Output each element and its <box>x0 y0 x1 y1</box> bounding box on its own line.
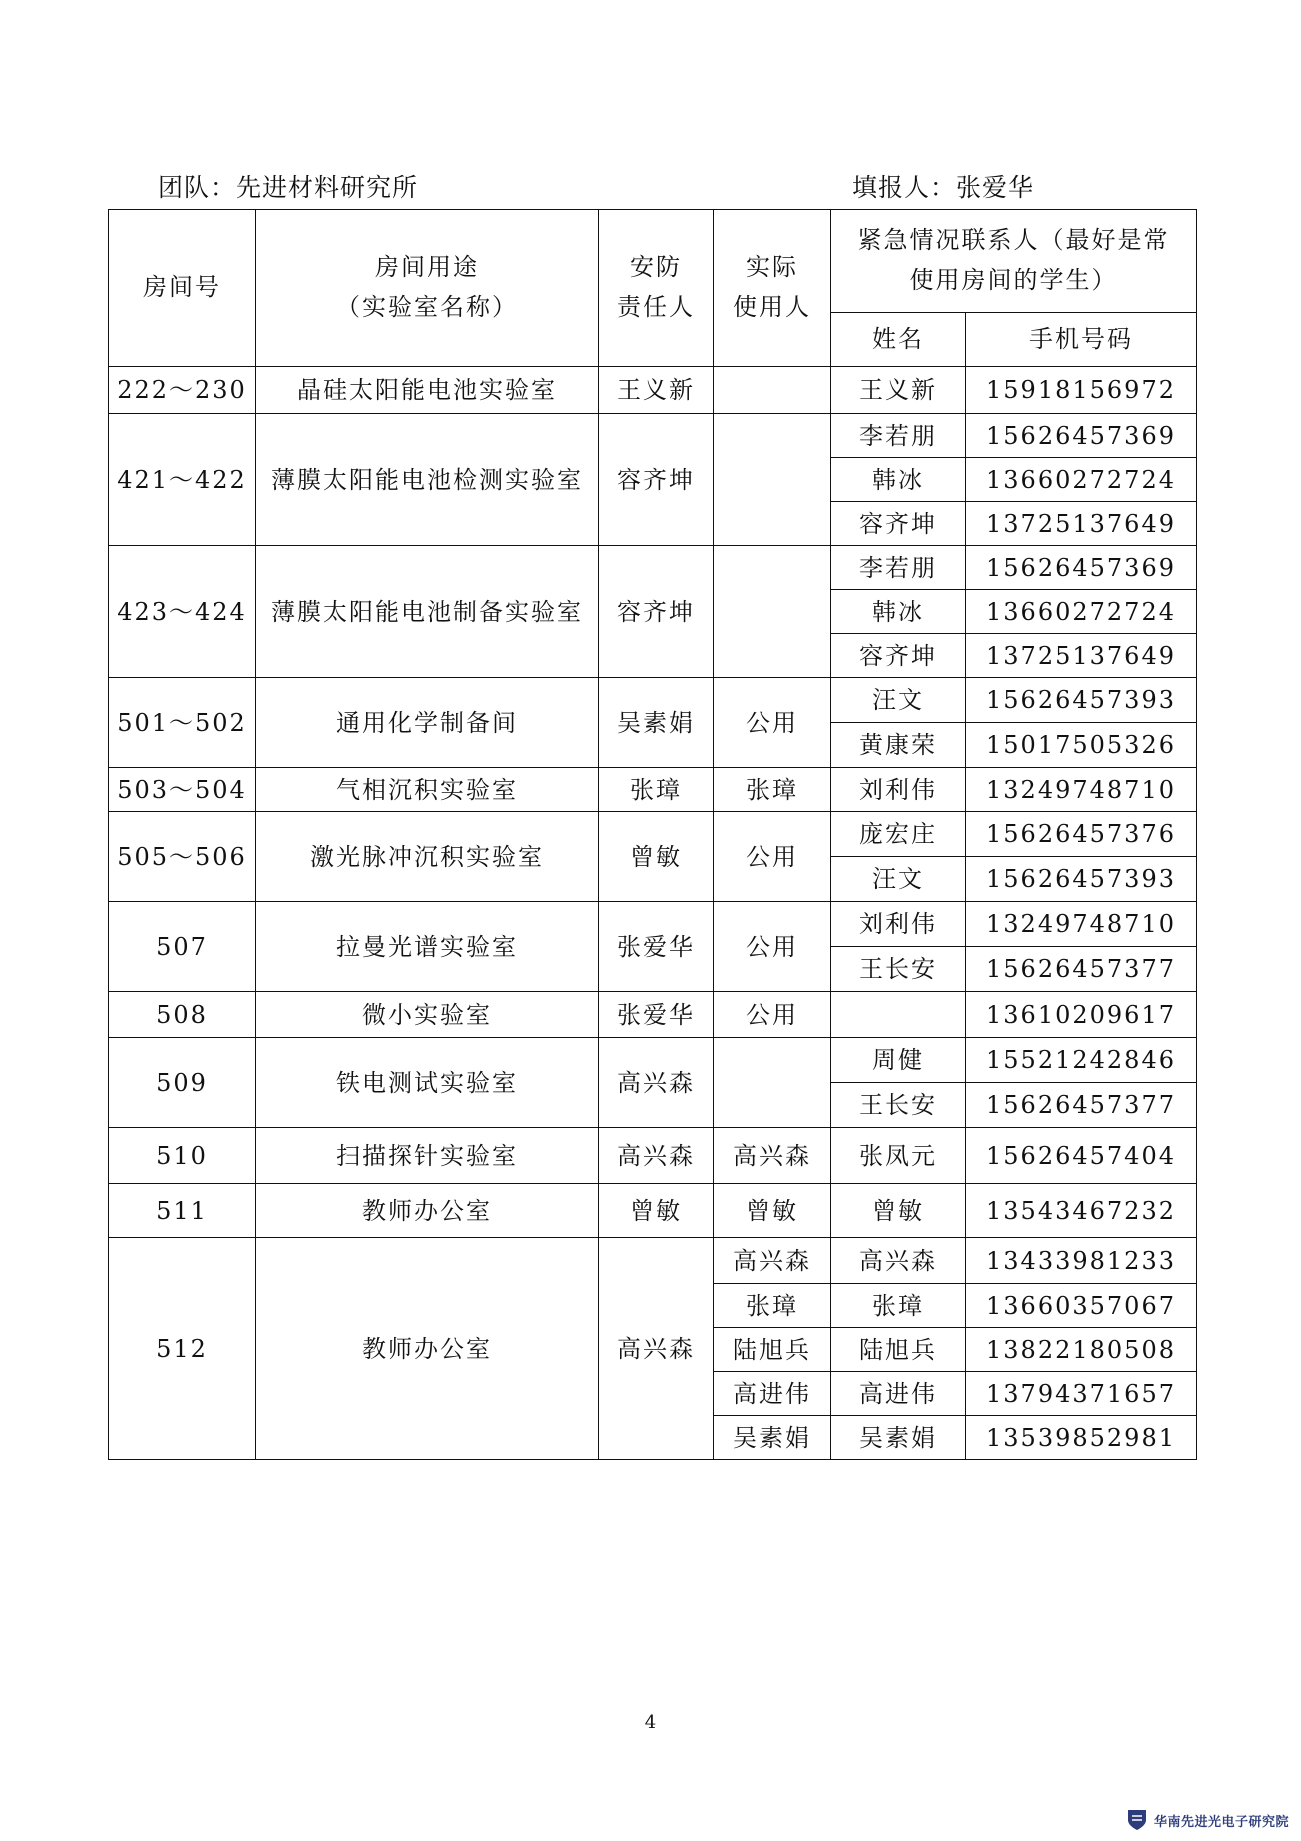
room-number-cell: 510 <box>109 1128 256 1184</box>
contact-name-cell: 吴素娟 <box>831 1416 966 1460</box>
table-row <box>109 1184 1197 1238</box>
table-row <box>109 678 1197 723</box>
lab-safety-table <box>108 209 1197 1460</box>
actual-user-cell <box>714 367 831 414</box>
contact-name-cell: 韩冰 <box>831 590 966 634</box>
col-contact-phone-header: 手机号码 <box>966 313 1197 367</box>
contact-name-cell: 汪文 <box>831 857 966 902</box>
contact-phone-cell: 13543467232 <box>966 1184 1197 1238</box>
actual-user-cell <box>714 1038 831 1128</box>
room-purpose-cell: 通用化学制备间 <box>256 678 599 768</box>
room-purpose-cell: 薄膜太阳能电池制备实验室 <box>256 546 599 678</box>
team-label: 团队：先进材料研究所 <box>158 173 419 202</box>
contact-name-cell: 李若朋 <box>831 546 966 590</box>
room-number-cell: 503～504 <box>109 768 256 812</box>
contact-name-cell: 汪文 <box>831 678 966 723</box>
contact-name-cell: 容齐坤 <box>831 502 966 546</box>
safety-officer-cell: 容齐坤 <box>599 414 714 546</box>
actual-user-cell: 曾敏 <box>714 1184 831 1238</box>
room-purpose-cell: 教师办公室 <box>256 1184 599 1238</box>
contact-phone-cell: 15626457369 <box>966 546 1197 590</box>
contact-name-cell: 王长安 <box>831 947 966 992</box>
contact-phone-cell: 13539852981 <box>966 1416 1197 1460</box>
actual-user-cell: 公用 <box>714 812 831 902</box>
col-contact-name-header: 姓名 <box>831 313 966 367</box>
table-row <box>109 367 1197 414</box>
table-row <box>109 768 1197 812</box>
contact-name-cell: 李若朋 <box>831 414 966 458</box>
contact-name-cell: 韩冰 <box>831 458 966 502</box>
safety-officer-cell: 张爱华 <box>599 902 714 992</box>
safety-officer-cell: 曾敏 <box>599 812 714 902</box>
contact-name-cell: 张凤元 <box>831 1128 966 1184</box>
contact-phone-cell: 13660272724 <box>966 458 1197 502</box>
table-body <box>109 367 1197 1460</box>
room-number-cell: 507 <box>109 902 256 992</box>
shield-crest-icon <box>1126 1808 1148 1832</box>
table-row <box>109 1038 1197 1083</box>
contact-name-cell: 陆旭兵 <box>831 1328 966 1372</box>
table-row <box>109 1128 1197 1184</box>
room-purpose-cell: 薄膜太阳能电池检测实验室 <box>256 414 599 546</box>
room-purpose-cell: 晶硅太阳能电池实验室 <box>256 367 599 414</box>
room-purpose-cell: 扫描探针实验室 <box>256 1128 599 1184</box>
contact-phone-cell: 15626457376 <box>966 812 1197 857</box>
contact-phone-cell: 15626457393 <box>966 678 1197 723</box>
contact-phone-cell: 13794371657 <box>966 1372 1197 1416</box>
contact-phone-cell: 13822180508 <box>966 1328 1197 1372</box>
col-room-header: 房间号 <box>109 210 256 367</box>
contact-phone-cell: 13660357067 <box>966 1284 1197 1328</box>
col-emergency-header: 紧急情况联系人（最好是常 使用房间的学生） <box>831 210 1197 313</box>
actual-user-cell: 公用 <box>714 992 831 1038</box>
contact-phone-cell: 15626457369 <box>966 414 1197 458</box>
actual-user-cell: 高兴森 <box>714 1128 831 1184</box>
room-number-cell: 509 <box>109 1038 256 1128</box>
room-number-cell: 511 <box>109 1184 256 1238</box>
contact-phone-cell: 15626457404 <box>966 1128 1197 1184</box>
room-number-cell: 421～422 <box>109 414 256 546</box>
table-row <box>109 414 1197 458</box>
room-purpose-cell: 拉曼光谱实验室 <box>256 902 599 992</box>
safety-officer-cell: 曾敏 <box>599 1184 714 1238</box>
safety-officer-cell: 王义新 <box>599 367 714 414</box>
col-safety-header: 安防 责任人 <box>599 210 714 367</box>
contact-name-cell <box>831 992 966 1038</box>
contact-phone-cell: 13725137649 <box>966 634 1197 678</box>
contact-phone-cell: 15017505326 <box>966 723 1197 768</box>
contact-phone-cell: 13610209617 <box>966 992 1197 1038</box>
contact-name-cell: 曾敏 <box>831 1184 966 1238</box>
institute-name: 华南先进光电子研究院 <box>1153 1814 1289 1830</box>
contact-phone-cell: 15626457393 <box>966 857 1197 902</box>
table-row <box>109 1238 1197 1284</box>
actual-user-cell: 陆旭兵 <box>714 1328 831 1372</box>
table-row <box>109 902 1197 947</box>
actual-user-cell: 吴素娟 <box>714 1416 831 1460</box>
room-number-cell: 423～424 <box>109 546 256 678</box>
contact-name-cell: 刘利伟 <box>831 768 966 812</box>
safety-officer-cell: 容齐坤 <box>599 546 714 678</box>
room-purpose-cell: 微小实验室 <box>256 992 599 1038</box>
contact-name-cell: 王义新 <box>831 367 966 414</box>
actual-user-cell: 公用 <box>714 902 831 992</box>
contact-name-cell: 刘利伟 <box>831 902 966 947</box>
contact-phone-cell: 13660272724 <box>966 590 1197 634</box>
contact-name-cell: 张璋 <box>831 1284 966 1328</box>
col-purpose-header: 房间用途 （实验室名称） <box>256 210 599 367</box>
table-row <box>109 546 1197 590</box>
room-purpose-cell: 激光脉冲沉积实验室 <box>256 812 599 902</box>
room-number-cell: 512 <box>109 1238 256 1460</box>
contact-name-cell: 黄康荣 <box>831 723 966 768</box>
actual-user-cell: 公用 <box>714 678 831 768</box>
contact-phone-cell: 15918156972 <box>966 367 1197 414</box>
room-purpose-cell: 教师办公室 <box>256 1238 599 1460</box>
actual-user-cell: 高进伟 <box>714 1372 831 1416</box>
contact-phone-cell: 15626457377 <box>966 947 1197 992</box>
contact-name-cell: 庞宏庄 <box>831 812 966 857</box>
contact-name-cell: 高进伟 <box>831 1372 966 1416</box>
room-purpose-cell: 铁电测试实验室 <box>256 1038 599 1128</box>
safety-officer-cell: 高兴森 <box>599 1238 714 1460</box>
contact-name-cell: 容齐坤 <box>831 634 966 678</box>
contact-name-cell: 周健 <box>831 1038 966 1083</box>
room-number-cell: 222～230 <box>109 367 256 414</box>
safety-officer-cell: 高兴森 <box>599 1038 714 1128</box>
contact-phone-cell: 13725137649 <box>966 502 1197 546</box>
reporter-label: 填报人：张爱华 <box>852 173 1035 202</box>
contact-phone-cell: 13249748710 <box>966 768 1197 812</box>
contact-name-cell: 王长安 <box>831 1083 966 1128</box>
table-row <box>109 992 1197 1038</box>
safety-officer-cell: 张爱华 <box>599 992 714 1038</box>
contact-phone-cell: 15626457377 <box>966 1083 1197 1128</box>
safety-officer-cell: 高兴森 <box>599 1128 714 1184</box>
actual-user-cell: 张璋 <box>714 768 831 812</box>
page-number: 4 <box>644 1712 657 1733</box>
actual-user-cell: 张璋 <box>714 1284 831 1328</box>
contact-phone-cell: 13249748710 <box>966 902 1197 947</box>
footer-logo <box>1126 1808 1289 1832</box>
contact-phone-cell: 15521242846 <box>966 1038 1197 1083</box>
actual-user-cell <box>714 414 831 546</box>
actual-user-cell <box>714 546 831 678</box>
safety-officer-cell: 吴素娟 <box>599 678 714 768</box>
contact-name-cell: 高兴森 <box>831 1238 966 1284</box>
room-number-cell: 505～506 <box>109 812 256 902</box>
contact-phone-cell: 13433981233 <box>966 1238 1197 1284</box>
table-row <box>109 812 1197 857</box>
room-purpose-cell: 气相沉积实验室 <box>256 768 599 812</box>
room-number-cell: 501～502 <box>109 678 256 768</box>
safety-officer-cell: 张璋 <box>599 768 714 812</box>
actual-user-cell: 高兴森 <box>714 1238 831 1284</box>
room-number-cell: 508 <box>109 992 256 1038</box>
col-user-header: 实际 使用人 <box>714 210 831 367</box>
